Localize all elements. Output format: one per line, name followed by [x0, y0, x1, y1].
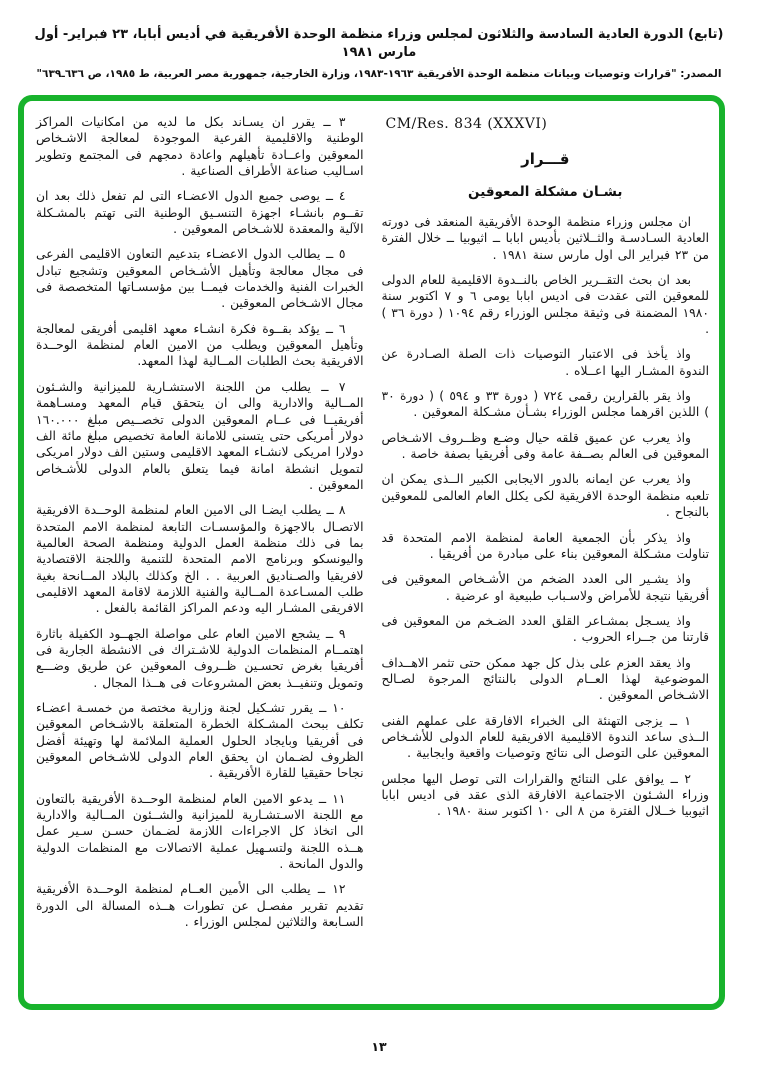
paragraph: واذ يعقد العزم على بذل كل جهد ممكن حتى تثمر الاهــداف الموضوعية لهذا العــام الدولى بالنتائج المرجوة لصـالح الاشـخاص المعوقين . — [381, 655, 709, 703]
header-source-citation: المصدر: "قرارات وتوصيات وبيانات منظمة الوحدة الأفريقية ١٩٦٣-١٩٨٣، وزارة الخارجية، جمهورية مصر العربية، ط ١٩٨٥، ص ٦٣٦ـ٦٣٩" — [36, 68, 722, 81]
paragraph: واذ يأخذ فى الاعتبار التوصيات ذات الصلة الصـادرة عن الندوة المشـار اليها اعــلاه . — [381, 347, 709, 378]
column-right — [382, 114, 710, 992]
resolution-subtitle: بشـان مشكلة المعوقين — [468, 184, 623, 200]
paragraph: واذ يعرب عن عميق قلقه حيال وضـع وظــروف الاشـخاص المعوقين فى العالم بصــفة عامة وفى أفريقيا بصفة خاصة . — [381, 430, 709, 462]
resolution-title: قـــرار — [521, 150, 570, 168]
page-number: ١٣ — [371, 1039, 387, 1054]
paragraph: ١ ــ يزجى التهنئة الى الخبراء الافارقة على عملهم الفنى الــذى ساعد الندوة الاقليمية الافريقية للعام الدولى للأشـخاص المعوقين على التوصل الى نتائج وتوصيات واقعية وايجابية . — [381, 713, 709, 761]
paragraph: ١٠ ــ يقرر تشـكيل لجنة وزارية مختصة من خمسـة اعضـاء تكلف ببحث المشـكلة الخطرة المتعلقة بالاشـخاص المعوقين فى أفريقيا وبايجاد الحلول العملية الملائمة لها وتهيئة أفضل الظروف لضـمان ان يحقق العام الدولى للاشـخاص المعوقين نجاحا حقيقيا للقارة الأفريقية . — [36, 701, 364, 781]
paragraph: بعد ان بحث التقــرير الخاص بالنــدوة الاقليمية للعام الدولى للمعوقين التى عقدت فى اديس ابابا يومى ٦ و ٧ اكتوبر سنة ١٩٨٠ المضمنة فى وثيقة مجلس الوزراء رقم ١٠٩٤ ( دورة ٣٦ ) . — [381, 273, 709, 337]
paragraph: ٧ ــ يطلب من اللجنة الاستشـارية للميزانية والشـئون المــالية والادارية والى ان يتحقق قيام المعهد ومسـاهمة أفريقيــا فى عــام المعوقين الدولى تخصــيص مبلغ ١٦٠.٠٠٠ دولار أمريكى حتى يتسنى للامانة العامة تخصيص مبلغ مائة الف دولارا امريكى لانشـاء المعهد الاقليمى وستين الف دولار امريكى لتمويل انشطة امانة فيما يتعلق بالعام الدولى للأشـخاص المعوقين . — [36, 379, 364, 492]
paragraph: ٨ ــ يطلب ايضـا الى الامين العام لمنظمة الوحــدة الافريقية الاتصـال بالاجهزة والمؤسسـات التابعة لمنظمة الامم المتحدة بما فى ذلك منظمة العمل الدولية ومنظمة الصحة العالمية واليونسكو وبرنامج الامم المتحدة للتنمية واللجنة الاقتصادية لافريقيا والصـناديق العربية . . الخ وكذلك بالبلاد المــانحة بغية طلب المسـاعدة المــالية والفنية اللازمة لاقامة المعهد الاقليمى الافريقى المشـار اليه ودعم المراكز القائمة بالفعل . — [36, 503, 364, 616]
paragraph: ٦ ــ يؤكد بقــوة فكرة انشـاء معهد اقليمى أفريقى لمعالجة وتأهيل المعوقين ويطلب من الامين العام لمنظمة الوحــدة الافريقية بحث الطلبات المــالية لهذا المعهد. — [36, 321, 364, 369]
paragraph: ١٢ ــ يطلب الى الأمين العــام لمنظمة الوحــدة الأفريقية تقديم تقرير مفصـل عن تطورات هــذه المسالة الى الدورة السـابعة والثلاثين لمجلس الوزراء . — [36, 882, 364, 930]
resolution-reference: CM/Res. 834 (XXXVI) — [385, 116, 548, 132]
paragraph: واذ يقر بالقرارين رقمى ٧٢٤ ( دورة ٣٣ و ٥٩٤ ) ( دورة ٣٠ ) اللذين اقرهما مجلس الوزراء بشـأن مشـكلة المعوقين . — [381, 389, 709, 420]
paragraph: ١١ ــ يدعو الامين العام لمنظمة الوحــدة الأفريقية بالتعاون مع اللجنة الاسـتشـارية للميزانية والشــئون المــالية والادارية الى اتخاذ كل الاجراءات اللازمة لضـمان حسـن سـير عمل هــذه اللجنة ولتسـهيل عملية الاتصالات مع المنظمات الدولية والدول المانحة . — [36, 791, 364, 872]
page-header — [0, 26, 758, 80]
paragraph: ان مجلس وزراء منظمة الوحدة الأفريقية المنعقد فى دورته العادية السـادسـة والثــلاثين بأديس ابابا ــ اثيوبيا ــ خلال الفترة من ٢٣ فبراير الى اول مارس سنة ١٩٨١ . — [381, 215, 709, 262]
page-footer — [0, 1036, 758, 1055]
paragraph: ٣ ــ يقرر ان يسـاند بكل ما لديه من امكانيات المراكز الوطنية والاقليمية الفرعية الموجودة لمعالجة الاشـخاص المعوقين واعــادة تأهيلهم واعادة دمجهم فى المجتمع وتطوير اسـاليب صناعة الأطراف الصناعية . — [36, 115, 364, 179]
paragraph: ٢ ــ يوافق على النتائج والقرارات التى توصل اليها مجلس وزراء الشـئون الاجتماعية الافارقة الذى عقد فى اديس ابابا اثيوبيا خــلال الفترة من ٨ الى ١٠ اكتوبر سنة ١٩٨٠ . — [381, 771, 709, 819]
two-column-layout — [36, 114, 709, 992]
header-session-title: (تابع) الدورة العادية السادسة والثلاثون لمجلس وزراء منظمة الوحدة الأفريقية في أديس أبابا، ٢٣ فبراير- أول مارس ١٩٨١ — [34, 27, 724, 61]
paragraph: واذ يذكر بأن الجمعية العامة لمنظمة الامم المتحدة قد تناولت مشـكلة المعوقين بناء على مبادرة من أفريقيا . — [381, 530, 709, 561]
paragraph: واذ يسـجل بمشـاعر القلق العدد الضـخم من المعوقين فى قارتنا من جــراء الحروب . — [381, 613, 709, 645]
paragraph: ٩ ــ يشجع الامين العام على مواصلة الجهــود الكفيلة باثارة اهتمــام المنظمات الدولية للاشـتراك فى الانشطة الجارية فى أفريقيا بغرض تحسـين ظــروف المعوقين عن طريق وضـــع وتمويل وتنفيــذ بعض المشروعات فى هــذا المجال . — [36, 626, 364, 690]
green-border-content-box — [18, 95, 725, 1010]
paragraph: واذ يعرب عن ايمانه بالدور الايجابى الكبير الــذى يمكن ان تلعبه منظمة الوحدة الافريقية لكى يكلل العام العالمى للمعوقين بالنجاح . — [381, 472, 709, 520]
column-left — [36, 114, 364, 992]
paragraph: واذ يشـير الى العدد الضخم من الأشـخاص المعوقين فى أفريقيا نتيجة للأمراض ولاسـباب طبيعية او عرضية . — [381, 572, 709, 603]
paragraph: ٤ ــ يوصى جميع الدول الاعضـاء التى لم تفعل ذلك بعد ان تقــوم بانشـاء اجهزة التنسـيق الوطنية التى تهتم بالمشـكلة الآلية والمعقدة للاشـخاص المعوقين . — [36, 189, 364, 237]
paragraph: ٥ ــ يطالب الدول الاعضـاء بتدعيم التعاون الاقليمى الفرعى فى مجال معالجة وتأهيل الأشـخاص المعوقين وتشجيع تبادل الخبرات الفنية والخدمات فيمــا بين مؤسسـاتها المتخصصة فى مجال الاشـخاص المعوقين . — [36, 247, 364, 311]
